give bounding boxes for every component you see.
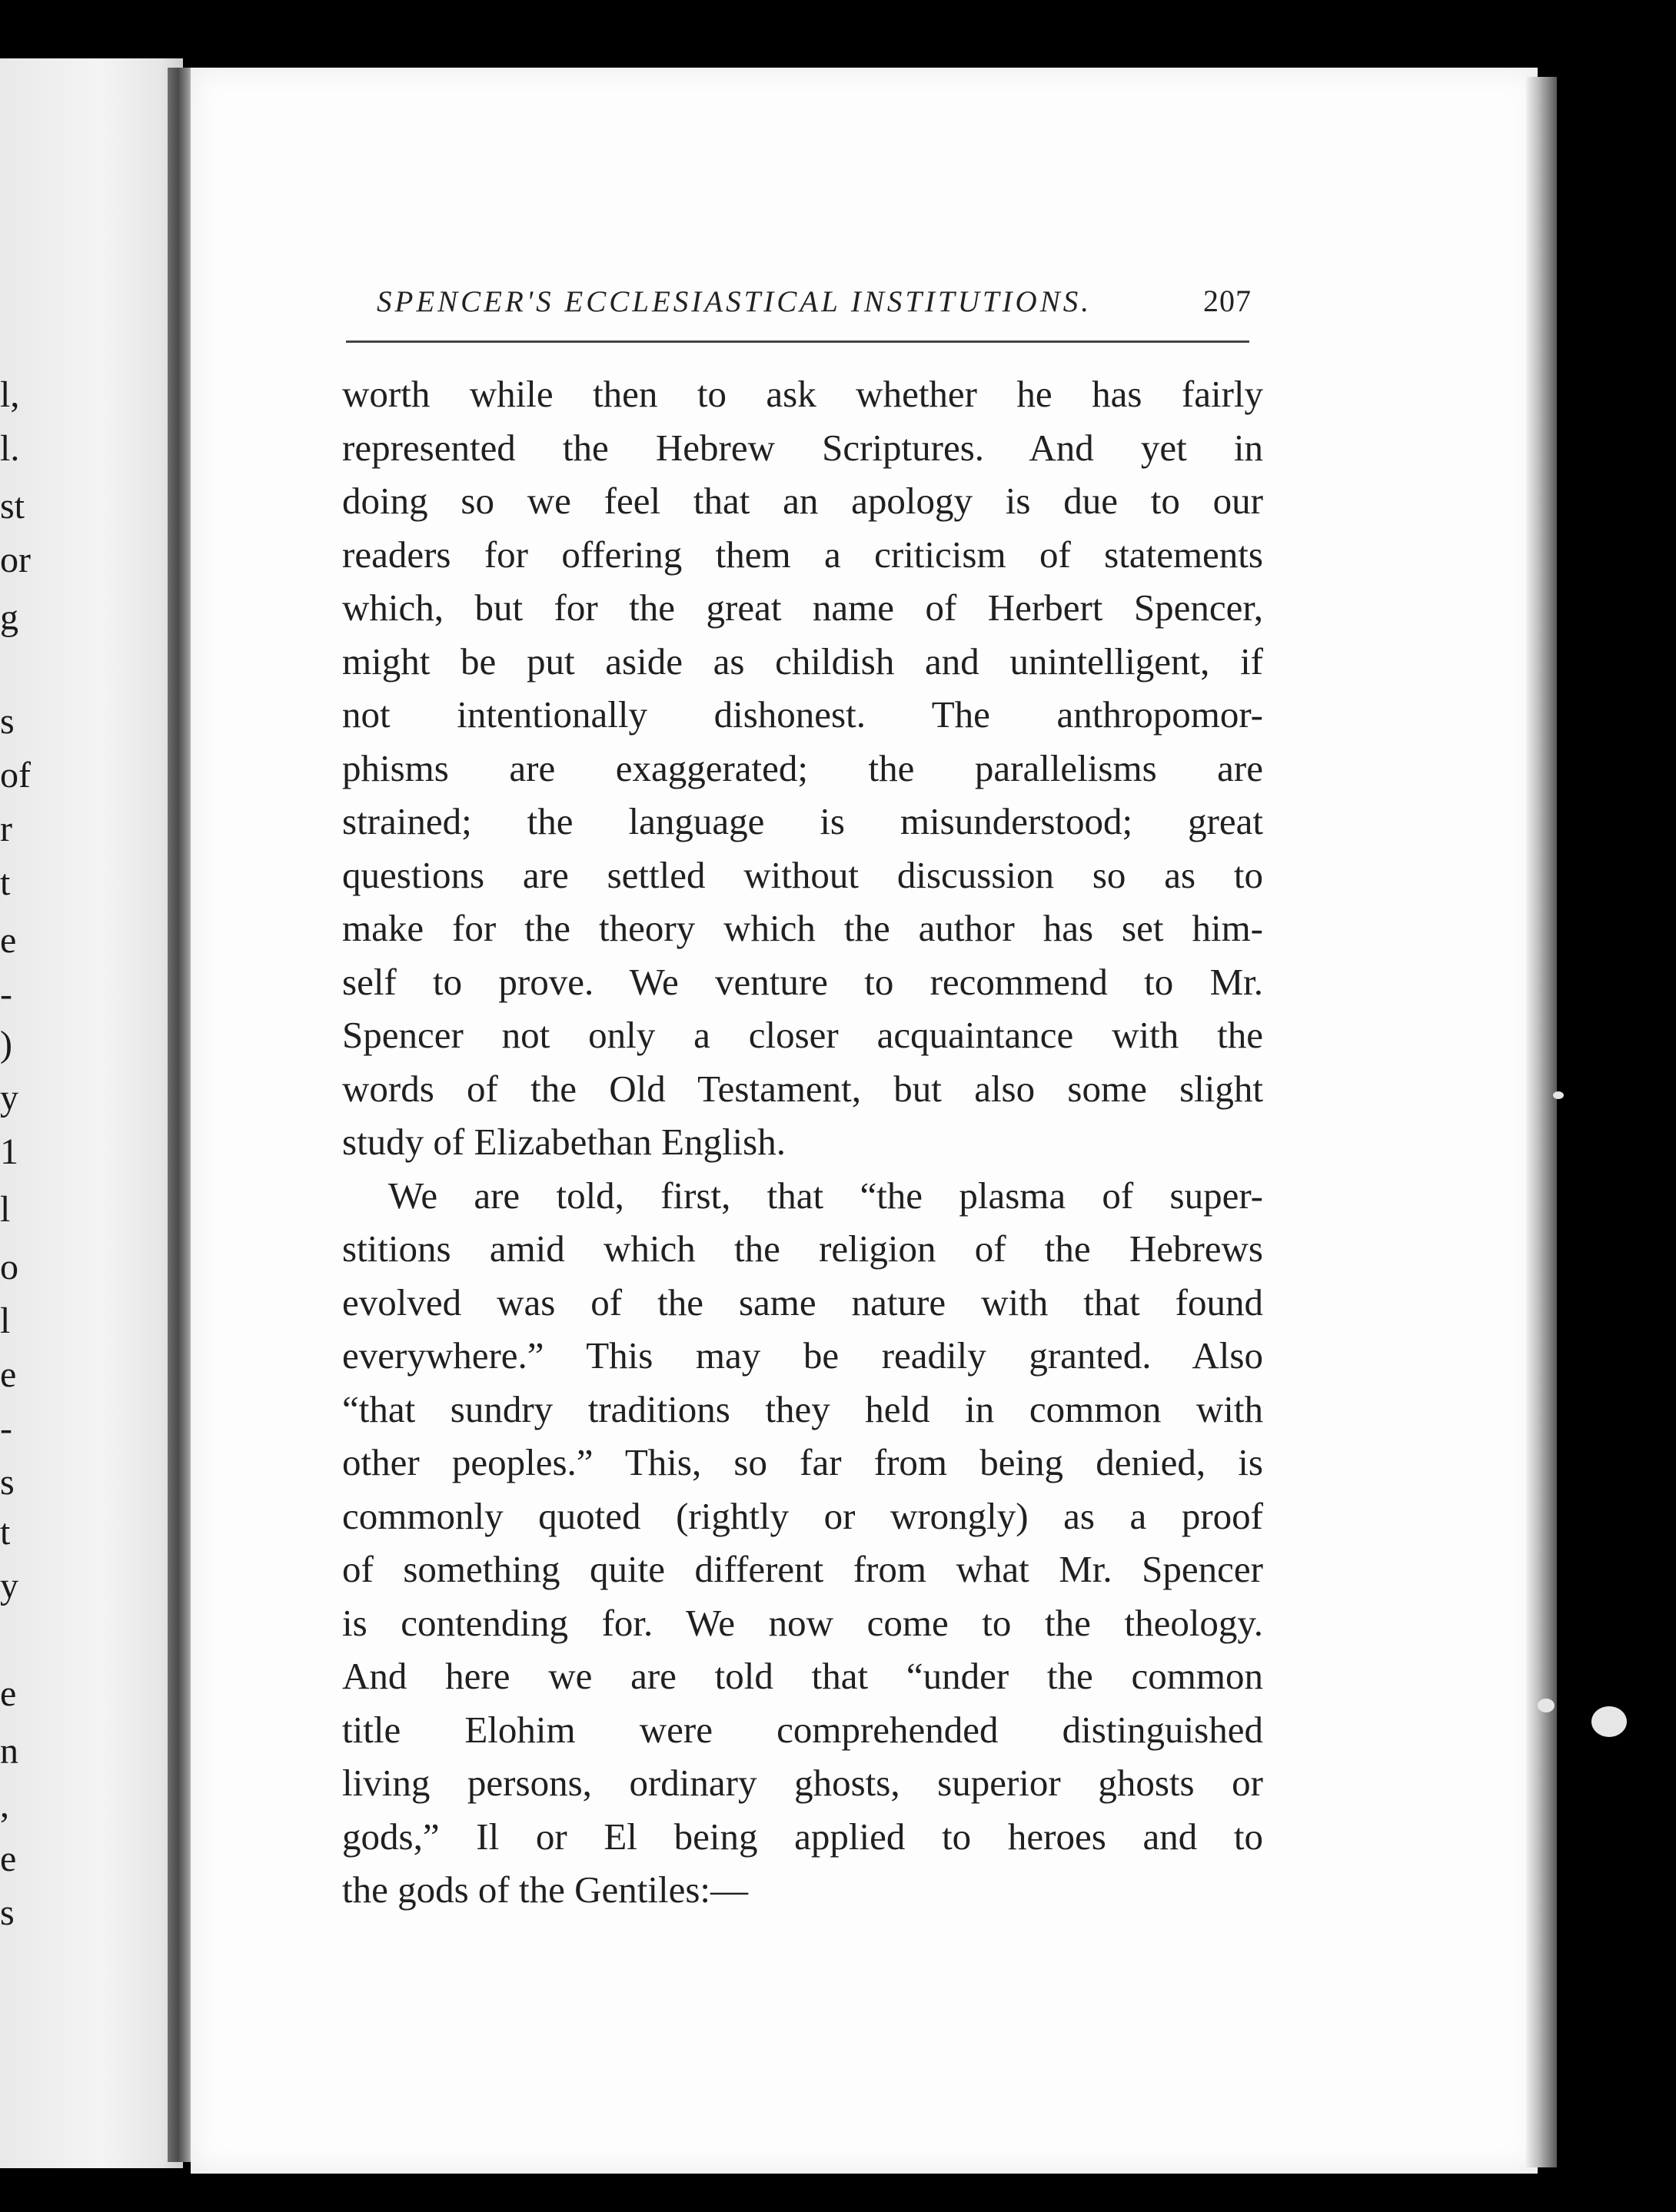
speck bbox=[1591, 1706, 1627, 1737]
speck bbox=[1553, 1091, 1564, 1099]
text-line: might be put aside as childish and unintelligent, if bbox=[342, 639, 1263, 683]
facing-page-fragment: st bbox=[0, 486, 25, 526]
text-line: words of the Old Testament, but also some slight bbox=[342, 1067, 1263, 1110]
text-line: commonly quoted (rightly or wrongly) as a proof bbox=[342, 1494, 1263, 1537]
text-line: And here we are told that “under the common bbox=[342, 1655, 1263, 1697]
facing-page-fragment: , bbox=[0, 1785, 9, 1825]
text-line: the gods of the Gentiles:— bbox=[342, 1868, 749, 1911]
text-line: is contending for. We now come to the theology. bbox=[342, 1601, 1263, 1644]
running-header bbox=[377, 283, 1252, 319]
text-line: self to prove. We venture to recommend to Mr. bbox=[342, 960, 1263, 1003]
text-line: stitions amid which the religion of the Hebrews bbox=[342, 1227, 1263, 1270]
text-line: gods,” Il or El being applied to heroes and to bbox=[342, 1815, 1263, 1858]
facing-page-fragment: l. bbox=[0, 428, 20, 469]
facing-page-fragment: n bbox=[0, 1731, 18, 1772]
text-line: phisms are exaggerated; the parallelisms are bbox=[342, 746, 1263, 789]
facing-page-fragment: e bbox=[0, 1673, 17, 1714]
facing-page-fragment: g bbox=[0, 597, 18, 638]
text-line: represented the Hebrew Scriptures. And yet in bbox=[342, 426, 1263, 469]
facing-page-left bbox=[0, 58, 183, 2168]
facing-page-text-fragments bbox=[0, 58, 183, 2168]
text-line: living persons, ordinary ghosts, superior ghosts or bbox=[342, 1762, 1263, 1804]
text-line: not intentionally dishonest. The anthropomor- bbox=[342, 693, 1263, 736]
facing-page-fragment: r bbox=[0, 809, 12, 849]
facing-page-fragment: - bbox=[0, 974, 12, 1015]
text-line: Spencer not only a closer acquaintance with the bbox=[342, 1014, 1263, 1056]
facing-page-fragment: t bbox=[0, 862, 11, 903]
book-gutter bbox=[168, 68, 194, 2162]
facing-page-fragment: e bbox=[0, 1838, 17, 1879]
text-line: questions are settled without discussion so as to bbox=[342, 853, 1263, 896]
speck bbox=[1538, 1699, 1555, 1712]
facing-page-fragment: t bbox=[0, 1512, 11, 1553]
text-line: title Elohim were comprehended distinguished bbox=[342, 1708, 1263, 1751]
text-line: strained; the language is misunderstood; great bbox=[342, 800, 1263, 842]
facing-page-fragment: s bbox=[0, 701, 15, 742]
facing-page-fragment: y bbox=[0, 1078, 18, 1118]
facing-page-fragment: or bbox=[0, 540, 31, 580]
text-line: “that sundry traditions they held in common with bbox=[342, 1387, 1263, 1430]
text-line: everywhere.” This may be readily granted. Also bbox=[342, 1334, 1263, 1377]
facing-page-fragment: - bbox=[0, 1408, 12, 1449]
text-line: which, but for the great name of Herbert Spencer, bbox=[342, 586, 1263, 629]
facing-page-fragment: y bbox=[0, 1566, 18, 1606]
scan-specks bbox=[1507, 461, 1676, 1998]
text-line: make for the theory which the author has set him- bbox=[342, 907, 1263, 949]
facing-page-fragment: e bbox=[0, 920, 17, 961]
facing-page-fragment: s bbox=[0, 1462, 15, 1503]
facing-page-fragment: of bbox=[0, 755, 31, 795]
text-line: doing so we feel that an apology is due to our bbox=[342, 480, 1263, 522]
text-line: study of Elizabethan English. bbox=[342, 1121, 786, 1163]
header-rule bbox=[346, 340, 1249, 343]
text-line: of something quite different from what Mr. Spencer bbox=[342, 1548, 1263, 1590]
facing-page-fragment: 1 bbox=[0, 1131, 18, 1172]
facing-page-fragment: l, bbox=[0, 374, 20, 415]
running-title: SPENCER'S ECCLESIASTICAL INSTITUTIONS. bbox=[377, 285, 1092, 318]
facing-page-fragment: e bbox=[0, 1354, 17, 1395]
text-line: worth while then to ask whether he has fairly bbox=[342, 373, 1263, 415]
facing-page-fragment: l bbox=[0, 1189, 11, 1230]
text-line: other peoples.” This, so far from being denied, is bbox=[342, 1441, 1263, 1483]
facing-page-fragment: l bbox=[0, 1300, 11, 1341]
page-number: 207 bbox=[1203, 284, 1252, 318]
facing-page-fragment: s bbox=[0, 1892, 15, 1933]
text-line: evolved was of the same nature with that found bbox=[342, 1280, 1263, 1324]
facing-page-fragment: o bbox=[0, 1247, 18, 1287]
body-text bbox=[342, 367, 1263, 1917]
text-line: readers for offering them a criticism of statements bbox=[342, 533, 1263, 576]
facing-page-fragment: ) bbox=[0, 1024, 12, 1064]
text-line: We are told, first, that “the plasma of super- bbox=[388, 1174, 1263, 1217]
